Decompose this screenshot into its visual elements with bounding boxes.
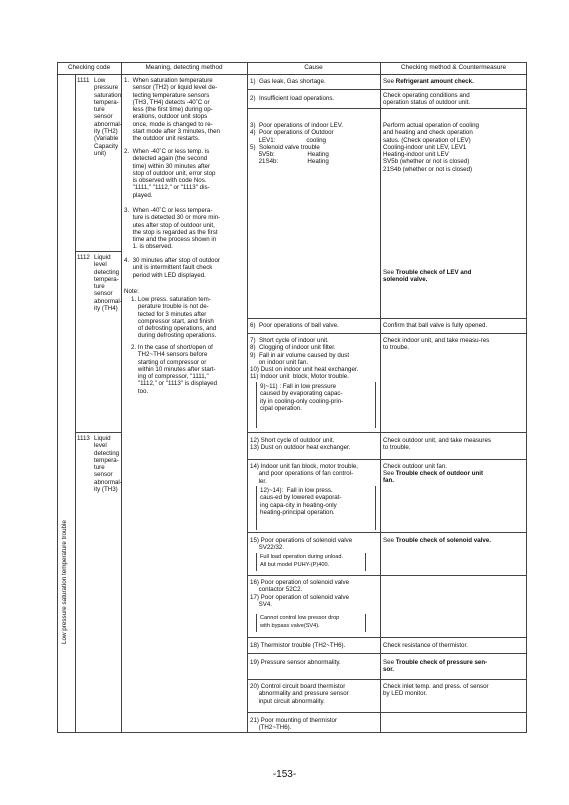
meaning-step-3: 3. When -40˚C or less tempera- ture is detected 30 or more min- utes after stop of outdoor unit, the stop is regarded as the first time and the process shown in 1. is observed. <box>124 207 221 251</box>
meaning-note-label: Note: <box>124 288 139 295</box>
measure-14: See Trouble check of outdoor unit fan. <box>383 470 484 485</box>
header-meaning: Meaning, detecting method <box>145 64 223 71</box>
header-countermeasure: Checking method & Countermeasure <box>400 64 507 71</box>
cause-3-5: 3) Poor operations of indoor LEV. 4) Poor operations of Outdoor LEV1: cooling 5) Solenoid valve trouble 5V5b: Heating 21S4b: Heating <box>250 122 343 166</box>
meaning-note-1: 1. Low press. saturation tem- perature trouble is not de- tected for 3 minutes after compressor start, and finish of defrosting operations, and during defrosting operations. <box>131 296 217 340</box>
measure-2: Check operating conditions and operation status of outdoor unit. <box>383 92 471 107</box>
measure-1: See Refrigerant amount check. <box>383 78 474 85</box>
cause-7-11: 7) Short cycle of indoor unit. 8) Clogging of indoor unit filter. 9) Fall in air volume caused by dust on indoor unit fan. 10) Dust on indoor unit heat exchanger. 11) Indoor unit block, Motor trouble. <box>250 337 359 381</box>
measure-6: Confirm that ball valve is fully opened. <box>383 322 488 329</box>
code-1111-name: Low pressure saturation tempera- ture sensor abnormal- ity (TH2) (Variable Capacity unit) <box>94 77 122 157</box>
measure-lev-solenoid: See Trouble check of LEV and solenoid valve. <box>383 269 472 284</box>
cause-19: 19) Pressure sensor abnormality. <box>250 659 341 666</box>
cause-15: 15) Poor operations of solenoid valve SV22/32. <box>250 537 353 552</box>
measure-19: See Trouble check of pressure sen- sor. <box>383 659 488 674</box>
cause-6: 6) Poor operations of ball valve. <box>250 322 339 329</box>
meaning-note-2: 2. In the case of short/open of TH2~TH4 sensors before starting of compressor or within 10 minutes after start- ing of compressor, "1111," "1112," or "1113" is displayed too. <box>131 344 218 395</box>
measure-20: Check inlet temp. and press. of sensor by LED monitor. <box>383 683 489 698</box>
cause-16-17: 16) Poor operation of solenoid valve contactor 52C2. 17) Poor operation of solenoid valve SV4. <box>250 579 350 608</box>
code-1112: 1112 <box>77 254 90 261</box>
meaning-step-4: 4. 30 minutes after stop of outdoor unit is intermittent fault check period with LED displayed. <box>124 257 220 279</box>
measure-15: See Trouble check of solenoid valve. <box>383 537 491 544</box>
cause-7-11-note: 9)~11) : Fall in low pressure caused by evaporating capac- ity in cooling-only cooling-prin- cipal operation. <box>260 383 344 412</box>
cause-16-17-note: Cannot control low pressor drop with bypass valve(SV4). <box>260 615 340 629</box>
cause-21: 21) Poor mounting of thermistor (TH2~TH6). <box>250 717 338 732</box>
code-1113: 1113 <box>77 435 90 442</box>
measure-18: Check resistance of thermistor. <box>383 642 468 649</box>
category-vertical-label: Low pressure saturation temperature trouble <box>61 520 68 644</box>
measure-7: Check indoor unit, and take measu-res to troube. <box>383 337 490 352</box>
cause-20: 20) Control circuit board thermistor abnormality and pressure sensor input circuit abnormality. <box>250 683 349 705</box>
trouble-table <box>57 62 527 732</box>
measure-3: Perform actual operation of cooling and heating and check operation satus. (Check operation of LEV) Cooling-indoor unit LEV, LEV1 Heating-indoor unit LEV SV5b (whether or not is closed) 21S4b (whether or not is closed) <box>383 122 479 173</box>
code-1112-name: Liquid level detecting tempera- ture sensor abnormal- ity (TH4) <box>94 254 122 313</box>
page-number: -153- <box>272 769 297 780</box>
code-1113-name: Liquid level detecting tempera- ture sensor abnormal- ity (TH3) <box>94 435 122 494</box>
measure-14-check: Check outdoor unit fan. <box>383 463 447 470</box>
header-checking-code: Checking code <box>67 64 111 71</box>
cause-15-note: Full load operation during unload. All but model PUHY-(P)400. <box>260 554 344 568</box>
meaning-step-1: 1. When saturation temperature sensor (TH2) or liquid level de- tecting temperature sensors (TH3, TH4) detects -40˚C or less (the first time) during op- erations, outdoor unit stops once, mode is changed to re- start mode after 3 minutes, then the outdoor unit restarts. <box>124 77 220 143</box>
cause-12-13: 12) Short cycle of outdoor unit. 13) Dust on outdoor heat exchanger. <box>250 437 351 452</box>
measure-12: Check outdoor unit, and take measures to trouble. <box>383 437 492 452</box>
cause-18: 18) Thermistor trouble (TH2~TH6). <box>250 642 346 649</box>
cause-2: 2) Insufficient load operations. <box>250 95 335 102</box>
cause-12-14-note: 12)~14): Fall in low press. caus-ed by lowered evaporat- ing capa-city in heating-only heating-principal operation. <box>260 487 342 516</box>
cause-1: 1) Gas leak, Gas shortage. <box>250 78 326 85</box>
meaning-step-2: 2. When -40˚C or less temp. is detected again (the second time) within 30 minutes after stop of outdoor unit, error stop is observed with code Nos. "1111," "1112," or "1113" dis- played. <box>124 148 216 199</box>
cause-14: 14) Indoor unit fan block, motor trouble, and poor operations of fan control- ler. <box>250 463 358 485</box>
header-cause: Cause <box>304 64 323 71</box>
code-1111: 1111 <box>77 77 90 84</box>
